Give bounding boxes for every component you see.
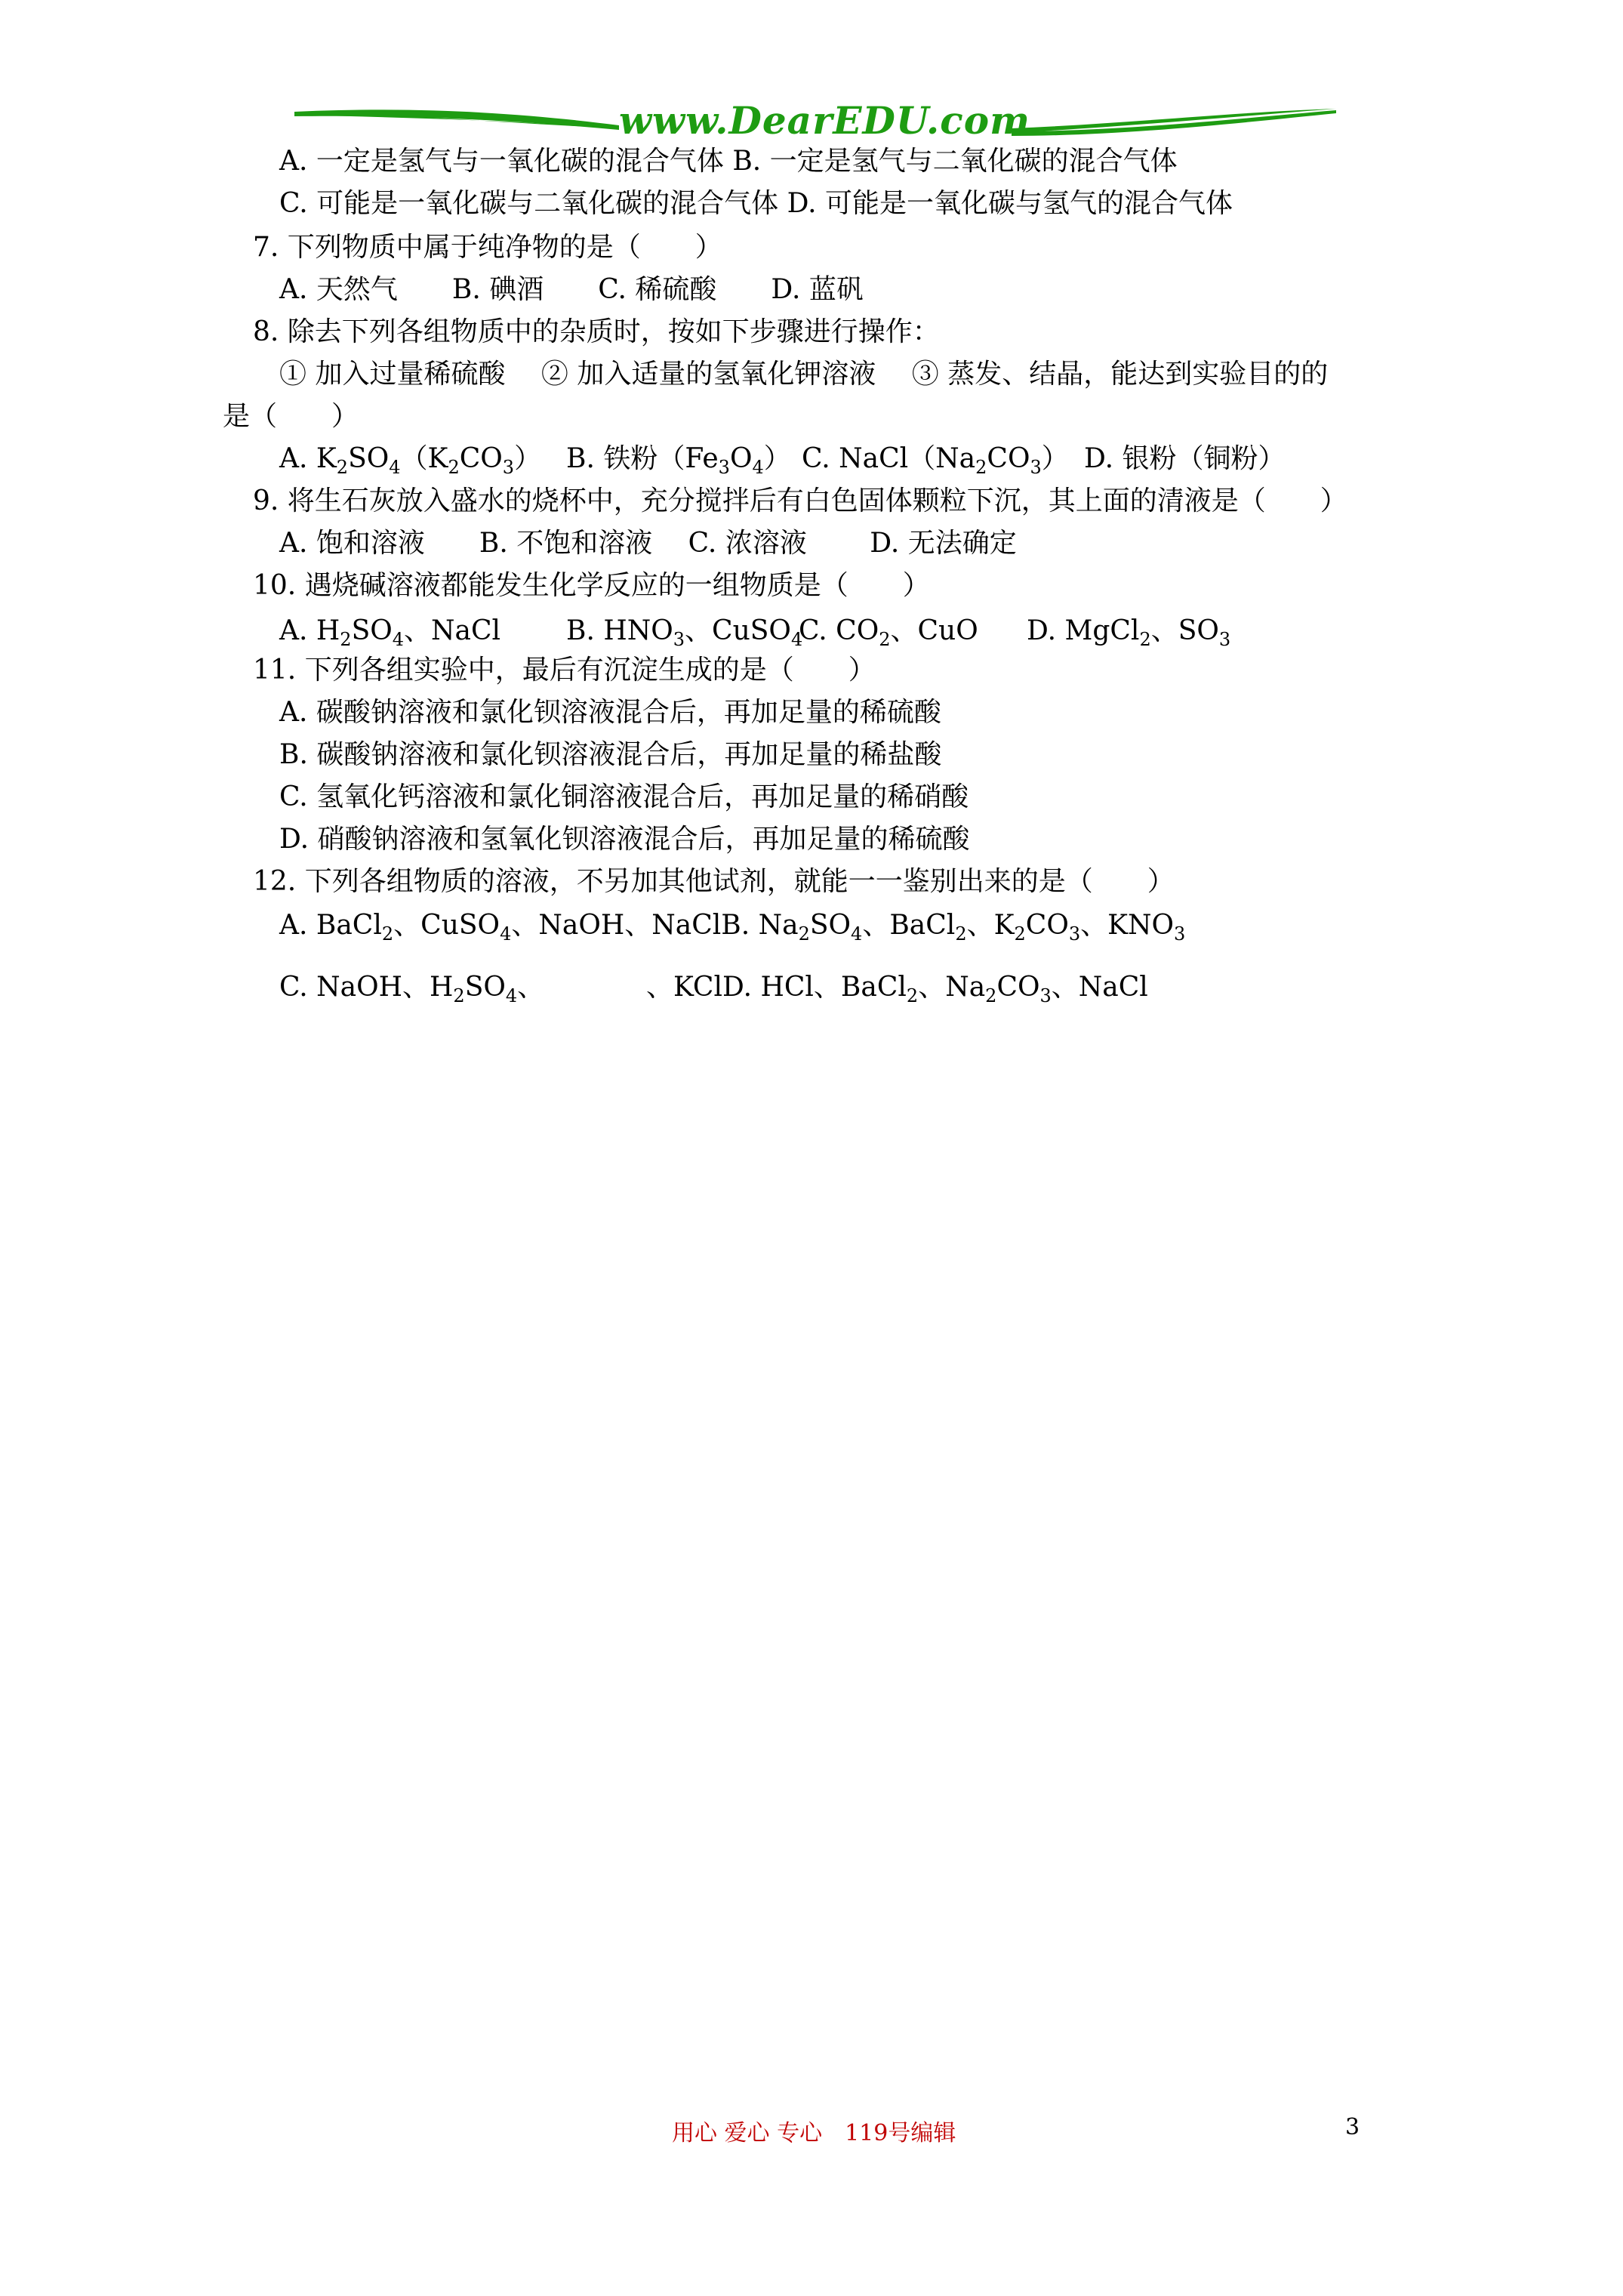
- q8-option-c: C. $NaCl(Na_2CO_3)$: [802, 443, 1069, 478]
- q8-stem: 8. 除去下列各组物质中的杂质时，按如下步骤进行操作：: [253, 316, 940, 347]
- q6-options-ab: A. 一定是氢气与一氧化碳的混合气体 B. 一定是氢气与二氧化碳的混合气体: [279, 146, 1178, 177]
- q12-option-c-part1: C. NaOH、$H_2SO_4$、: [279, 972, 545, 1006]
- q8-option-b: B. 铁粉$(Fe_3O_4)$: [566, 443, 791, 478]
- q10-option-a: A. $H_2SO_4$、NaCl: [279, 615, 501, 650]
- q9-stem: 9. 将生石灰放入盛水的烧杯中，充分搅拌后有白色固体颗粒下沉，其上面的清液是（ ）: [253, 485, 1347, 516]
- q7-options: A. 天然气 B. 碘酒 C. 稀硫酸 D. 蓝矾: [279, 274, 864, 305]
- site-logo-text: www.DearEDU.com: [619, 98, 1031, 143]
- q10-stem: 10. 遇烧碱溶液都能发生化学反应的一组物质是（ ）: [253, 570, 930, 601]
- q7-stem: 7. 下列物质中属于纯净物的是（ ）: [253, 232, 722, 263]
- footer-text: 用心 爱心 专心 119号编辑: [672, 2120, 956, 2147]
- header-logo-banner: [294, 98, 1336, 151]
- q10-option-c: C. $CO_2$、CuO: [799, 615, 978, 650]
- q10-option-b: B. $HNO_3$、CuSO$_4$: [566, 615, 803, 650]
- q8-steps: ① 加入过量稀硫酸 ② 加入适量的氢氧化钾溶液 ③ 蒸发、结晶，能达到实验目的的: [279, 359, 1329, 390]
- q12-options-ab: A. BaCl$_2$、CuSO$_4$、NaOH、NaClB. $Na_2SO_4$、BaCl$_2$、$K_2CO_3$、$KNO_3$: [279, 910, 1186, 945]
- q11-option-b: B. 碳酸钠溶液和氯化钡溶液混合后，再加足量的稀盐酸: [279, 739, 942, 770]
- q8-option-a: A. $K_2SO_4(K_2CO_3)$: [279, 443, 542, 478]
- q9-options: A. 饱和溶液 B. 不饱和溶液 C. 浓溶液 D. 无法确定: [279, 528, 1017, 559]
- q11-option-c: C. 氢氧化钙溶液和氯化铜溶液混合后，再加足量的稀硝酸: [279, 781, 969, 812]
- q8-stem-continued: 是（ ）: [223, 401, 359, 432]
- q8-option-d: D. 银粉（铜粉）: [1084, 443, 1286, 474]
- page-number: 3: [1345, 2114, 1360, 2140]
- q12-option-c-part2: 、KClD. HCl、BaCl$_2$、$Na_2CO_3$、NaCl: [646, 972, 1148, 1006]
- q11-option-d: D. 硝酸钠溶液和氢氧化钡溶液混合后，再加足量的稀硫酸: [279, 824, 970, 855]
- q6-options-cd: C. 可能是一氧化碳与二氧化碳的混合气体 D. 可能是一氧化碳与氢气的混合气体: [279, 188, 1233, 219]
- q11-stem: 11. 下列各组实验中，最后有沉淀生成的是（ ）: [253, 655, 876, 686]
- q10-option-d: D. MgCl$_2$、$SO_3$: [1027, 615, 1231, 650]
- q11-option-a: A. 碳酸钠溶液和氯化钡溶液混合后，再加足量的稀硫酸: [279, 697, 941, 728]
- q12-stem: 12. 下列各组物质的溶液，不另加其他试剂，就能一一鉴别出来的是（ ）: [253, 866, 1175, 897]
